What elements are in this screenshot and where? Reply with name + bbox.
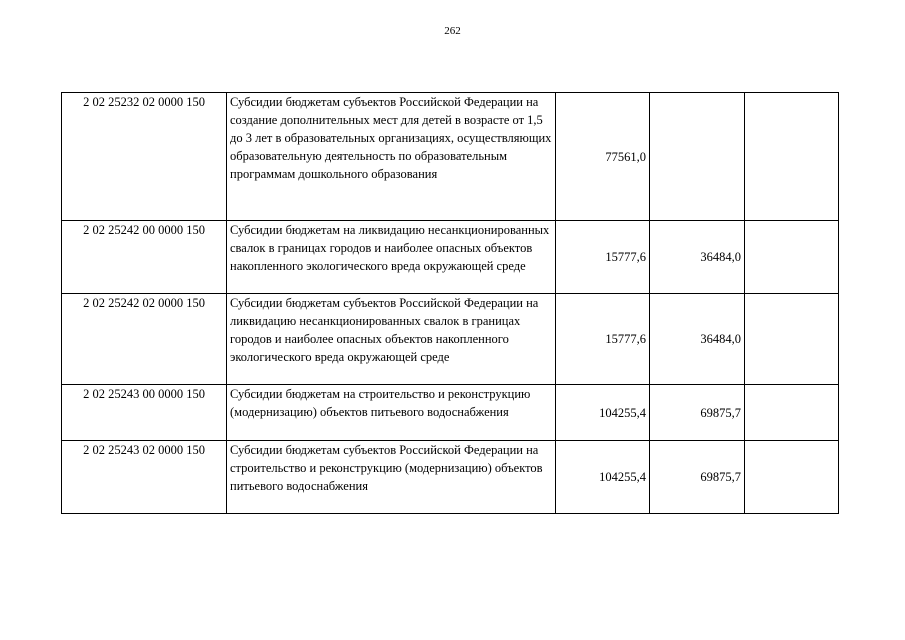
description: Субсидии бюджетам субъектов Российской Федерации на ликвидацию несанкционированных свалок в границах городов и наиболее опасных объектов накопленного экологического вреда окружающей среде	[227, 294, 556, 385]
value-3	[745, 385, 839, 441]
value-3	[745, 441, 839, 514]
table-row	[62, 93, 839, 221]
description: Субсидии бюджетам субъектов Российской Федерации на создание дополнительных мест для детей в возрасте от 1,5 до 3 лет в образовательных организациях, осуществляющих образовательную деятельность по образовательным программам дошкольного образования	[227, 93, 556, 221]
budget-code: 2 02 25232 02 0000 150	[62, 93, 227, 221]
description: Субсидии бюджетам на ликвидацию несанкционированных свалок в границах городов и наиболее опасных объектов накопленного экологического вреда окружающей среде	[227, 221, 556, 294]
budget-table	[61, 92, 839, 514]
value-1: 15777,6	[556, 294, 650, 385]
value-2: 69875,7	[650, 385, 745, 441]
table-row	[62, 221, 839, 294]
value-2	[650, 93, 745, 221]
budget-code: 2 02 25243 02 0000 150	[62, 441, 227, 514]
value-1: 15777,6	[556, 221, 650, 294]
budget-code: 2 02 25243 00 0000 150	[62, 385, 227, 441]
budget-code: 2 02 25242 00 0000 150	[62, 221, 227, 294]
description: Субсидии бюджетам субъектов Российской Федерации на строительство и реконструкцию (модернизацию) объектов питьевого водоснабжения	[227, 441, 556, 514]
value-2: 69875,7	[650, 441, 745, 514]
value-1: 104255,4	[556, 441, 650, 514]
table-row	[62, 385, 839, 441]
value-1: 104255,4	[556, 385, 650, 441]
page-number: 262	[444, 25, 461, 37]
description: Субсидии бюджетам на строительство и реконструкцию (модернизацию) объектов питьевого водоснабжения	[227, 385, 556, 441]
table-row	[62, 294, 839, 385]
table-row	[62, 441, 839, 514]
value-3	[745, 93, 839, 221]
budget-code: 2 02 25242 02 0000 150	[62, 294, 227, 385]
value-1: 77561,0	[556, 93, 650, 221]
value-2: 36484,0	[650, 221, 745, 294]
value-3	[745, 294, 839, 385]
value-2: 36484,0	[650, 294, 745, 385]
value-3	[745, 221, 839, 294]
